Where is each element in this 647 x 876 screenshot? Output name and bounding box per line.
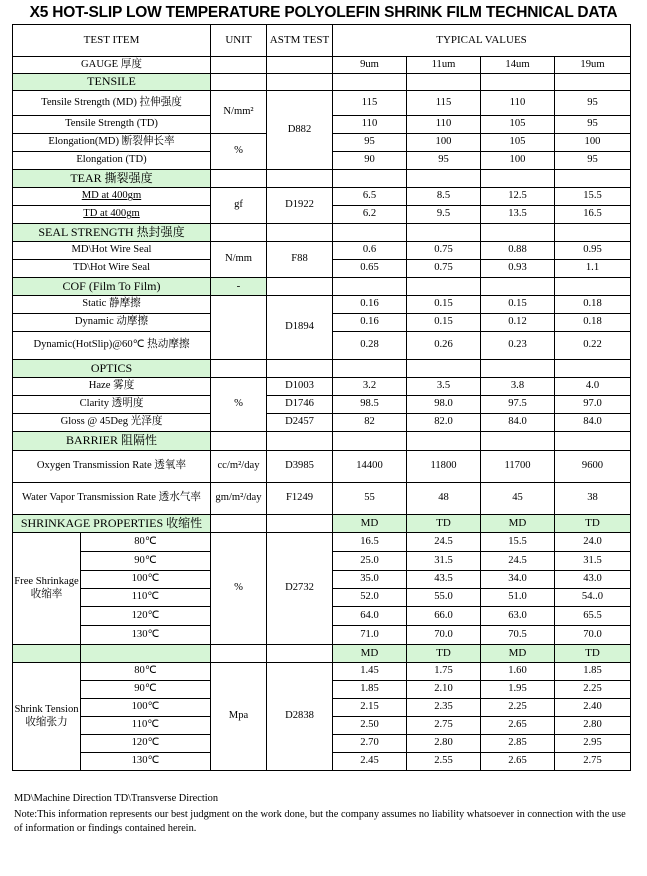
test-item: Static 静摩擦 [13,296,211,314]
value-cell: 51.0 [481,589,555,607]
value-cell: 16.5 [333,533,407,552]
section-row [13,74,631,91]
temperature-cell: 90℃ [81,552,211,571]
value-cell: 24.5 [407,533,481,552]
astm-cell: D2838 [267,663,333,771]
table-row [13,91,631,116]
value-cell: 1.85 [333,681,407,699]
value-cell: 98.5 [333,396,407,414]
value-cell: 1.95 [481,681,555,699]
value-cell: 38 [555,483,631,515]
value-cell: 6.2 [333,206,407,224]
value-cell: 2.25 [481,699,555,717]
value-cell: 1.60 [481,663,555,681]
astm-cell: D1922 [267,188,333,224]
page-title: X5 HOT-SLIP LOW TEMPERATURE POLYOLEFIN SHRINK FILM TECHNICAL DATA [29,4,618,21]
value-cell: 66.0 [407,607,481,626]
value-cell: 0.16 [333,314,407,332]
value-cell: 2.65 [481,717,555,735]
value-cell: 71.0 [333,626,407,645]
astm-cell: D1894 [267,296,333,360]
test-item: MD\Hot Wire Seal [13,242,211,260]
header-typical-values: TYPICAL VALUES [333,25,631,57]
value-cell: 1.75 [407,663,481,681]
value-cell: 95 [407,152,481,170]
direction-header: MD [481,515,555,533]
test-item: Dynamic 动摩擦 [13,314,211,332]
value-cell: 2.15 [333,699,407,717]
temperature-cell: 120℃ [81,607,211,626]
value-cell: 8.5 [407,188,481,206]
value-cell: 55 [333,483,407,515]
value-cell: 100 [407,134,481,152]
direction-header: TD [407,645,481,663]
temperature-cell: 110℃ [81,717,211,735]
direction-header: TD [407,515,481,533]
section-title-tensile: TENSILE [13,74,211,91]
value-cell: 43.0 [555,571,631,589]
value-cell: 100 [555,134,631,152]
value-cell: 43.5 [407,571,481,589]
value-cell: 2.40 [555,699,631,717]
value-cell: 105 [481,134,555,152]
direction-header: TD [555,515,631,533]
table-row [13,414,631,432]
unit-cell: gm/m²/day [211,483,267,515]
test-item [13,206,211,224]
value-cell: 0.15 [407,314,481,332]
value-cell: 6.5 [333,188,407,206]
value-cell: 0.65 [333,260,407,278]
section-title-cof: COF (Film To Film) [13,278,211,296]
gauge-value: 19um [555,57,631,74]
value-cell: 9600 [555,451,631,483]
value-cell: 1.1 [555,260,631,278]
value-cell: 11800 [407,451,481,483]
value-cell: 0.12 [481,314,555,332]
direction-header: TD [555,645,631,663]
table-row [13,242,631,260]
direction-legend: MD\Machine Direction TD\Transverse Direction [14,793,219,804]
value-cell: 95 [555,152,631,170]
value-cell: 12.5 [481,188,555,206]
value-cell: 0.26 [407,332,481,360]
value-cell: 2.80 [555,717,631,735]
table-row [13,378,631,396]
gauge-label: GAUGE 厚度 [13,57,211,74]
direction-header: MD [481,645,555,663]
value-cell: 55.0 [407,589,481,607]
value-cell: 0.15 [481,296,555,314]
header-row [13,25,631,57]
unit-cell: N/mm² [211,91,267,134]
value-cell: 1.85 [555,663,631,681]
value-cell: 14400 [333,451,407,483]
value-cell: 2.95 [555,735,631,753]
value-cell: 0.18 [555,296,631,314]
value-cell: 97.0 [555,396,631,414]
value-cell: 54..0 [555,589,631,607]
shrink-tension-label: Shrink Tension 收缩张力 [13,663,81,771]
test-item: Elongation(MD) 断裂伸长率 [13,134,211,152]
test-item: Clarity 透明度 [13,396,211,414]
test-item: Gloss @ 45Deg 光泽度 [13,414,211,432]
section-row [13,515,631,533]
unit-cell: - [211,278,267,296]
header-astm-test: ASTM TEST [267,25,333,57]
value-cell: 24.0 [555,533,631,552]
value-cell: 115 [407,91,481,116]
table-row [13,483,631,515]
value-cell: 95 [555,116,631,134]
value-cell: 105 [481,116,555,134]
value-cell: 97.5 [481,396,555,414]
astm-cell: D2457 [267,414,333,432]
section-title-tear: TEAR 撕裂强度 [13,170,211,188]
value-cell: 3.8 [481,378,555,396]
test-item-text: TD at 400gm [83,208,140,220]
astm-cell: D882 [267,91,333,170]
value-cell: 110 [333,116,407,134]
test-item: Dynamic(HotSlip)@60℃ 热动摩擦 [13,332,211,360]
gauge-value: 14um [481,57,555,74]
value-cell: 2.75 [555,753,631,771]
value-cell: 1.45 [333,663,407,681]
value-cell: 110 [407,116,481,134]
section-title-shrinkage: SHRINKAGE PROPERTIES 收缩性 [13,515,211,533]
astm-cell: D3985 [267,451,333,483]
value-cell: 2.55 [407,753,481,771]
temperature-cell: 120℃ [81,735,211,753]
astm-cell: F88 [267,242,333,278]
value-cell: 2.70 [333,735,407,753]
value-cell: 34.0 [481,571,555,589]
disclaimer-note: Note:This information represents our best judgment on the work done, but the company assumes no liability whatsoever in connection with the use of information or findings contained herein. [14,809,626,834]
astm-cell: F1249 [267,483,333,515]
value-cell: 115 [333,91,407,116]
value-cell: 0.18 [555,314,631,332]
value-cell: 31.5 [407,552,481,571]
unit-cell: % [211,533,267,645]
gauge-value: 9um [333,57,407,74]
value-cell: 52.0 [333,589,407,607]
value-cell: 0.15 [407,296,481,314]
value-cell: 0.16 [333,296,407,314]
table-row [13,663,631,681]
test-item: Tensile Strength (MD) 拉伸强度 [13,91,211,116]
value-cell: 65.5 [555,607,631,626]
temperature-cell: 80℃ [81,533,211,552]
astm-cell: D1746 [267,396,333,414]
section-row [13,360,631,378]
test-item-text: MD at 400gm [81,190,142,202]
section-row [13,170,631,188]
gauge-value: 11um [407,57,481,74]
unit-cell: gf [211,188,267,224]
value-cell: 70.0 [555,626,631,645]
section-row [13,224,631,242]
value-cell: 4.0 [555,378,631,396]
header-unit: UNIT [211,25,267,57]
section-row [13,278,631,296]
table-row [13,296,631,314]
temperature-cell: 110℃ [81,589,211,607]
value-cell: 3.2 [333,378,407,396]
value-cell: 2.65 [481,753,555,771]
test-item: Elongation (TD) [13,152,211,170]
direction-header: MD [333,645,407,663]
value-cell: 13.5 [481,206,555,224]
temperature-cell: 90℃ [81,681,211,699]
test-item: Haze 雾度 [13,378,211,396]
unit-cell: % [211,378,267,432]
value-cell: 70.5 [481,626,555,645]
value-cell: 2.10 [407,681,481,699]
value-cell: 9.5 [407,206,481,224]
temperature-cell: 100℃ [81,699,211,717]
value-cell: 2.75 [407,717,481,735]
section-title-seal-strength: SEAL STRENGTH 热封强度 [13,224,211,242]
value-cell: 0.28 [333,332,407,360]
unit-cell: % [211,134,267,170]
value-cell: 2.35 [407,699,481,717]
value-cell: 84.0 [555,414,631,432]
value-cell: 64.0 [333,607,407,626]
value-cell: 35.0 [333,571,407,589]
value-cell: 15.5 [555,188,631,206]
header-test-item: TEST ITEM [13,25,211,57]
value-cell: 95 [333,134,407,152]
unit-cell: N/mm [211,242,267,278]
value-cell: 95 [555,91,631,116]
value-cell: 25.0 [333,552,407,571]
value-cell: 63.0 [481,607,555,626]
unit-cell: cc/m²/day [211,451,267,483]
value-cell: 2.50 [333,717,407,735]
value-cell: 24.5 [481,552,555,571]
table-row [13,188,631,206]
table-row [13,451,631,483]
value-cell: 0.75 [407,242,481,260]
astm-cell: D1003 [267,378,333,396]
value-cell: 110 [481,91,555,116]
value-cell: 0.22 [555,332,631,360]
astm-cell: D2732 [267,533,333,645]
value-cell: 0.88 [481,242,555,260]
section-title-barrier: BARRIER 阻隔性 [13,432,211,451]
value-cell: 70.0 [407,626,481,645]
value-cell: 82 [333,414,407,432]
value-cell: 2.45 [333,753,407,771]
value-cell: 11700 [481,451,555,483]
temperature-cell: 130℃ [81,753,211,771]
value-cell: 45 [481,483,555,515]
value-cell: 16.5 [555,206,631,224]
value-cell: 3.5 [407,378,481,396]
table-row [13,533,631,552]
direction-header: MD [333,515,407,533]
test-item: Water Vapor Transmission Rate 透水气率 [13,483,211,515]
temperature-cell: 100℃ [81,571,211,589]
section-row [13,432,631,451]
value-cell: 0.93 [481,260,555,278]
temperature-cell: 80℃ [81,663,211,681]
test-item: Tensile Strength (TD) [13,116,211,134]
section-title-optics: OPTICS [13,360,211,378]
test-item [13,188,211,206]
gauge-row [13,57,631,74]
section-row [13,645,631,663]
value-cell: 0.95 [555,242,631,260]
value-cell: 2.25 [555,681,631,699]
value-cell: 15.5 [481,533,555,552]
value-cell: 48 [407,483,481,515]
test-item: Oxygen Transmission Rate 透氧率 [13,451,211,483]
test-item: TD\Hot Wire Seal [13,260,211,278]
value-cell: 0.23 [481,332,555,360]
value-cell: 0.75 [407,260,481,278]
value-cell: 100 [481,152,555,170]
value-cell: 82.0 [407,414,481,432]
value-cell: 98.0 [407,396,481,414]
table-row [13,396,631,414]
value-cell: 2.85 [481,735,555,753]
unit-cell: Mpa [211,663,267,771]
value-cell: 90 [333,152,407,170]
temperature-cell: 130℃ [81,626,211,645]
value-cell: 84.0 [481,414,555,432]
value-cell: 0.6 [333,242,407,260]
free-shrinkage-label: Free Shrinkage 收缩率 [13,533,81,645]
technical-data-table [12,24,631,771]
value-cell: 2.80 [407,735,481,753]
value-cell: 31.5 [555,552,631,571]
